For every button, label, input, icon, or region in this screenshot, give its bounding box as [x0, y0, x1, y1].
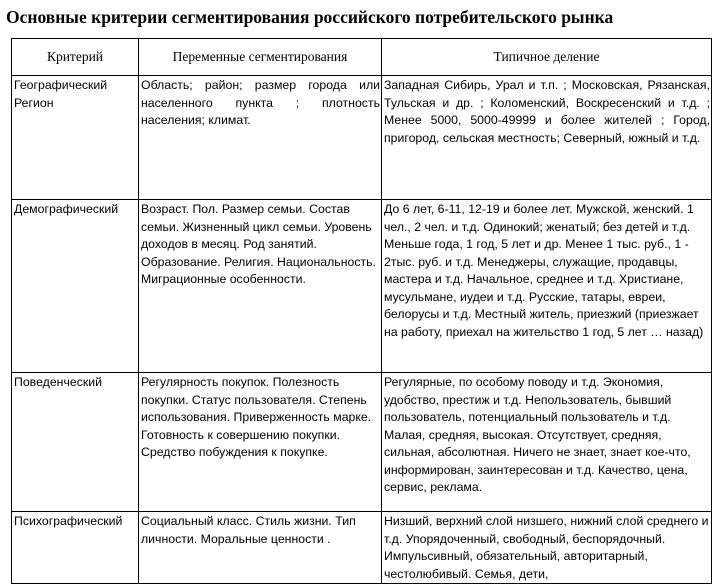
- table-row: [12, 512, 712, 584]
- page-title: Основные критерии сегментирования российского потребительского рынка: [6, 7, 614, 27]
- column-header-division: Типичное деление: [382, 39, 712, 76]
- table-row: [12, 76, 712, 200]
- division-cell: Регулярные, по особому поводу и т.д. Экономия, удобство, престиж и т.д. Непользователь, бывший пользователь, потенциальный пользователь и т.д. Малая, средняя, высокая. Отсутствует, средняя, сильная, абсолютная. Ничего не знает, знает кое-что, информирован, заинтересован и т.д. Качество, цена, сервис, реклама.: [382, 373, 712, 512]
- variables-cell: Возраст. Пол. Размер семьи. Состав семьи. Жизненный цикл семьи. Уровень доходов в месяц. Род занятий. Образование. Религия. Национальность. Миграционные особенности.: [139, 200, 382, 373]
- table-row: [12, 373, 712, 512]
- column-header-criterion: Критерий: [12, 39, 139, 76]
- variables-cell: Область; район; размер города или населенного пункта ; плотность населения; климат.: [139, 76, 382, 200]
- criterion-cell: Психографический: [12, 512, 139, 584]
- division-cell: Низший, верхний слой низшего, нижний слой среднего и т.д. Упорядоченный, свободный, беспорядочный. Импульсивный, обязательный, авторитарный, честолюбивый. Семья, дети,: [382, 512, 712, 584]
- division-cell: До 6 лет, 6-11, 12-19 и более лет. Мужской, женский. 1 чел., 2 чел. и т.д. Одинокий; женатый; без детей и т.д. Меньше года, 1 год, 5 лет и др. Менее 1 тыс. руб., 1 - 2тыс. руб. и т.д. Менеджеры, служащие, продавцы, мастера и т.д. Начальное, среднее и т.д. Христиане, мусульмане, иудеи и т.д. Русские, татары, евреи, белорусы и т.д. Местный житель, приезжий (приезжает на работу, приехал на жительство 1 год, 5 лет … назад): [382, 200, 712, 373]
- variables-cell: Регулярность покупок. Полезность покупки. Статус пользователя. Степень использования. Приверженность марке. Готовность к совершению покупки. Средство побуждения к покупке.: [139, 373, 382, 512]
- segmentation-table: [11, 38, 712, 584]
- column-header-variables: Переменные сегментирования: [139, 39, 382, 76]
- criterion-cell: Географический Регион: [12, 76, 139, 200]
- criterion-cell: Поведенческий: [12, 373, 139, 512]
- criterion-cell: Демографический: [12, 200, 139, 373]
- table-header-row: [12, 39, 712, 76]
- table-row: [12, 200, 712, 373]
- division-cell: Западная Сибирь, Урал и т.п. ; Московская, Рязанская, Тульская и др. ; Коломенский, Воскресенский и т.д. ; Менее 5000, 5000-49999 и более жителей ; Город, пригород, сельская местность; Северный, южный и т.д.: [382, 76, 712, 200]
- variables-cell: Социальный класс. Стиль жизни. Тип личности. Моральные ценности .: [139, 512, 382, 584]
